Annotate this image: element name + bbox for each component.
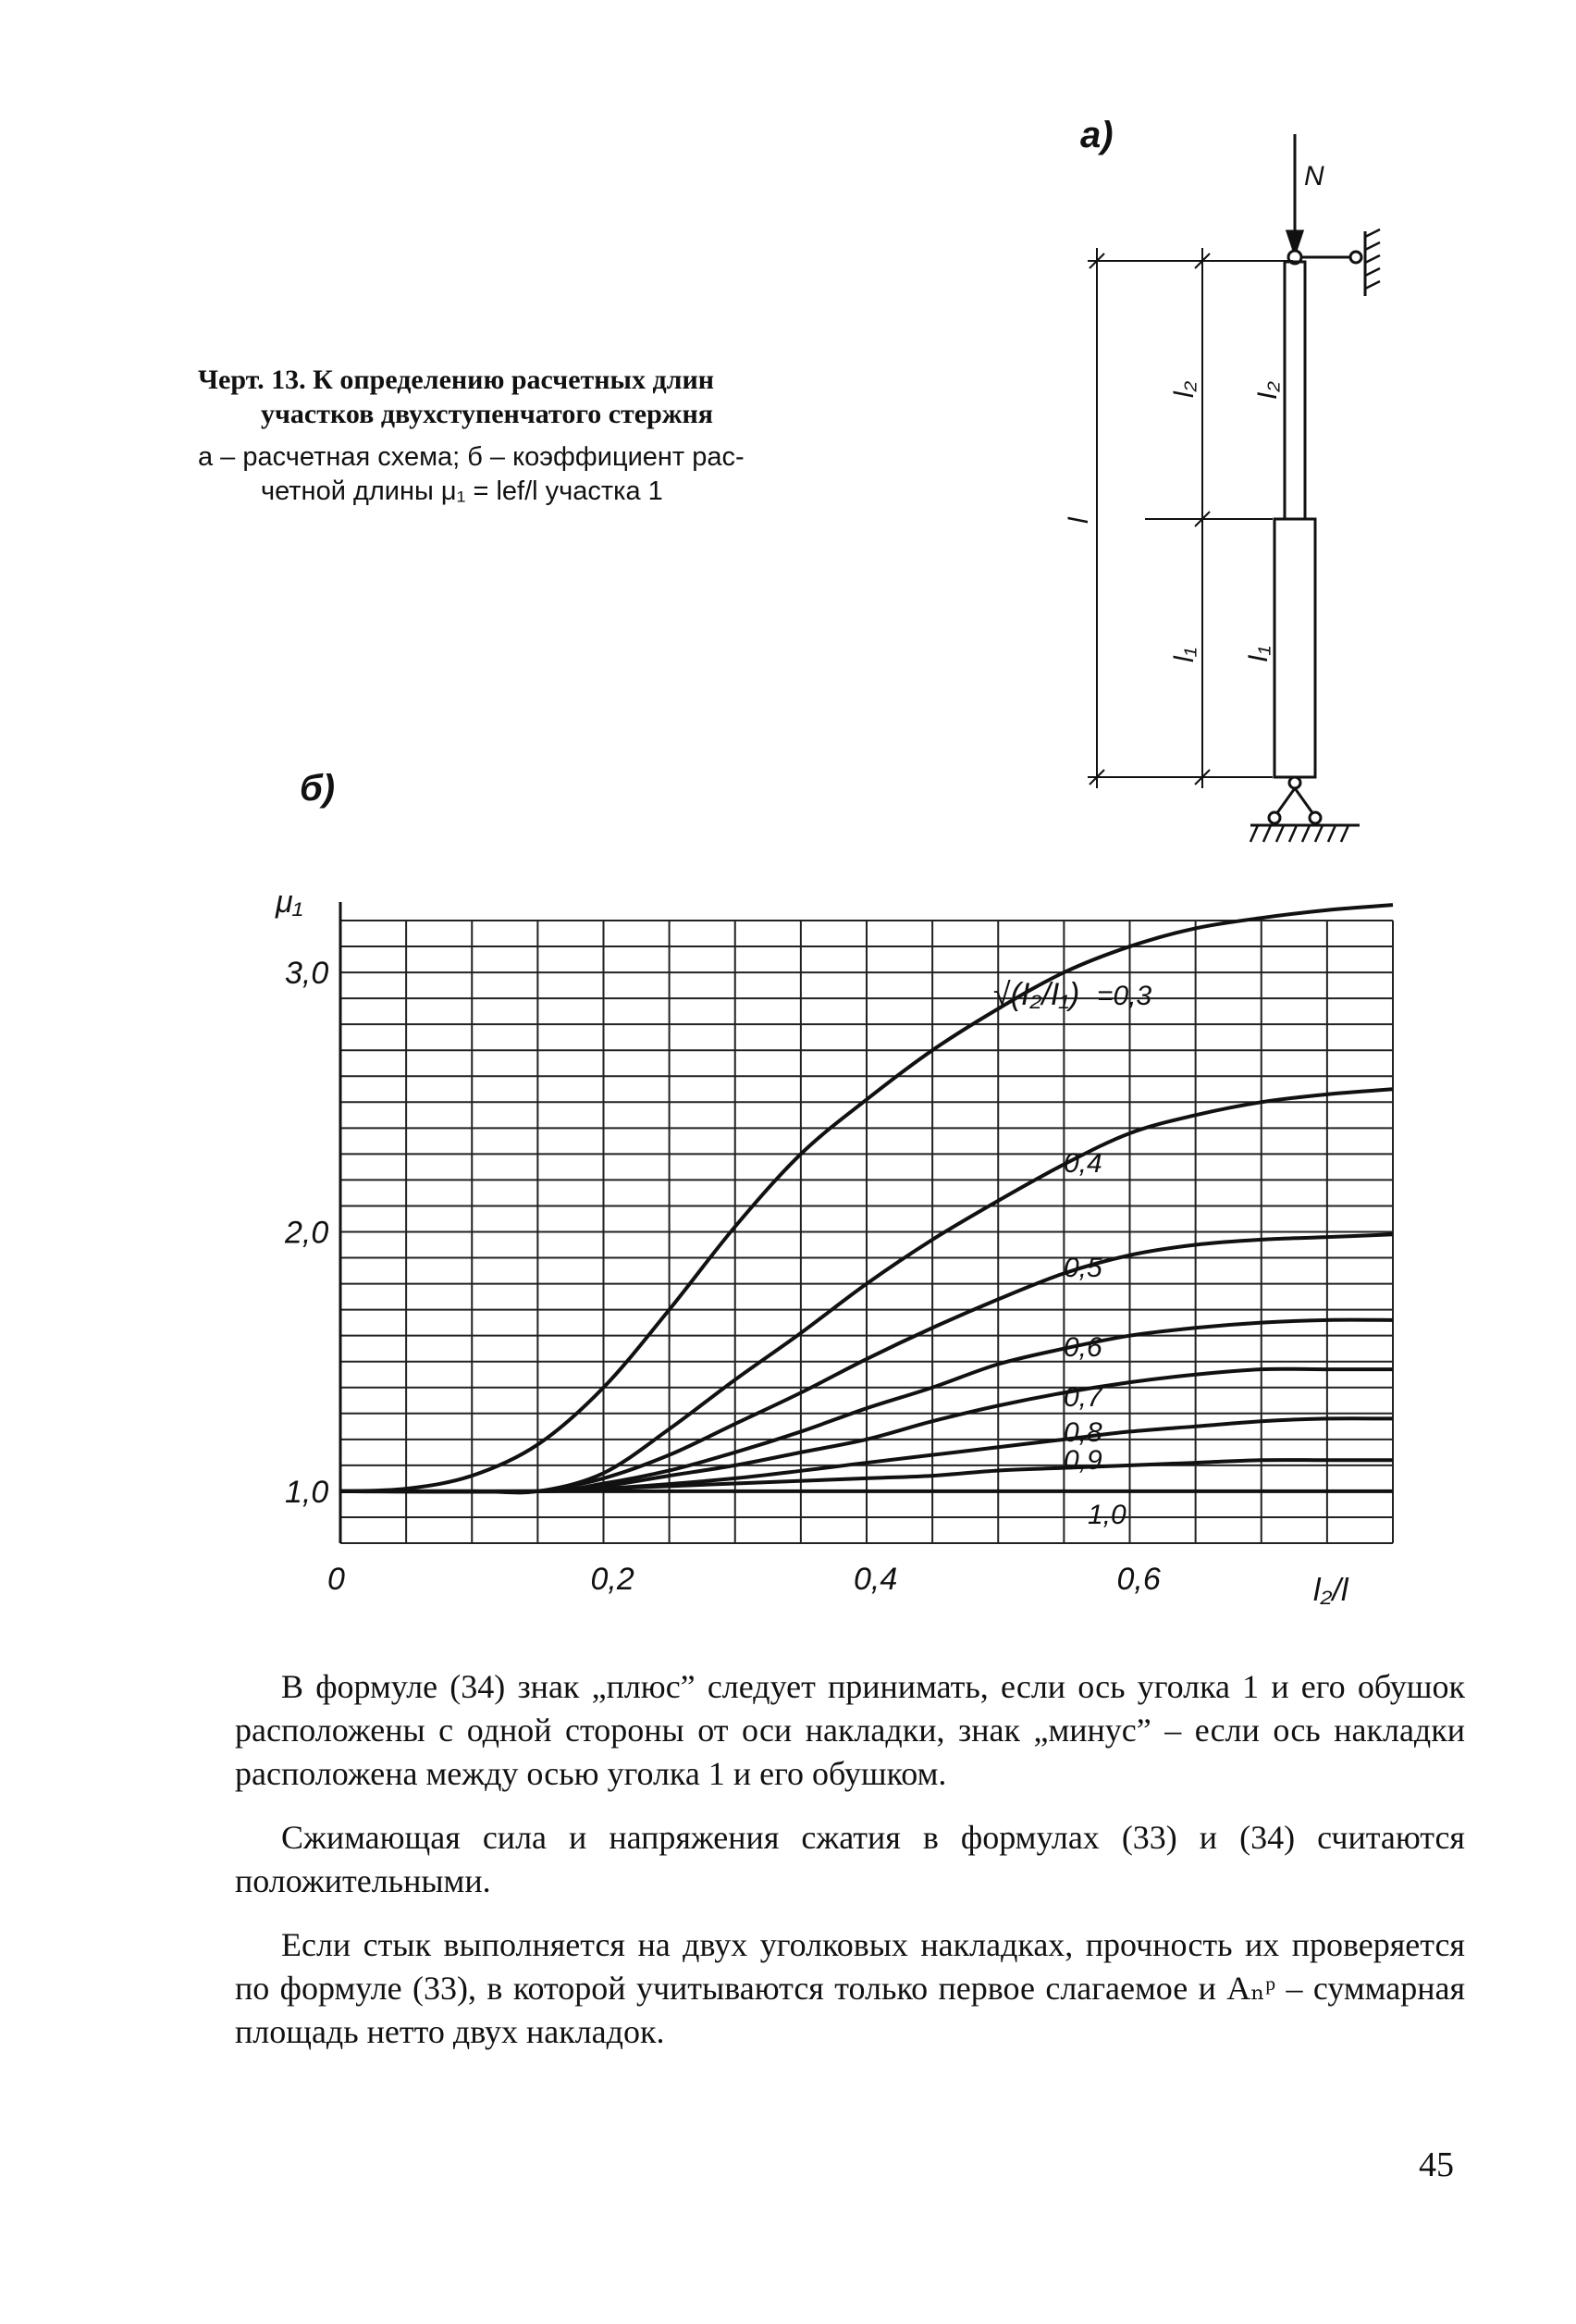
curve-label: 0,6 [1064, 1332, 1102, 1363]
segment1-inertia-label: I₁ [1243, 646, 1274, 662]
y-axis-label: μ₁ [276, 884, 303, 920]
segment2-length-label: l₂ [1169, 380, 1200, 398]
paragraph-1: В формуле (34) знак „плюс” следует принимать, если ось уголка 1 и его обушок расположены с одной стороны от оси накладки, знак „минус” – если ось накладки расположена между осью уголка 1 и его обушком. [235, 1668, 1465, 1792]
curve-label: 0,7 [1064, 1382, 1102, 1413]
caption-legend-line2: четной длины μ₁ = lef/l участка 1 [261, 476, 663, 506]
y-tick-label: 3,0 [285, 956, 329, 992]
caption-title-line1: Черт. 13. К определению расчетных длин [198, 365, 715, 395]
segment1-length-label: l₁ [1169, 647, 1200, 662]
x-tick-label: 0,6 [1116, 1562, 1161, 1597]
total-length-label: l [1064, 517, 1094, 524]
chart-curve-labels [1064, 981, 1152, 1530]
curve-label: =0,3 [1097, 981, 1152, 1011]
x-tick-label: 0,4 [854, 1562, 898, 1597]
panel-label-b: б) [300, 768, 336, 809]
x-axis-label: l₂/l [1313, 1573, 1348, 1608]
curve-label: 0,4 [1064, 1148, 1102, 1179]
curve-label: 1,0 [1088, 1500, 1127, 1530]
y-tick-label: 2,0 [285, 1215, 329, 1251]
curve-label: 0,5 [1064, 1253, 1102, 1283]
x-tick-label: 0,2 [590, 1562, 634, 1597]
force-label: N [1304, 161, 1324, 192]
chart-grid [340, 902, 1393, 1543]
curve-label: 0,9 [1064, 1445, 1102, 1476]
page-number: 45 [1419, 2145, 1454, 2184]
paragraph-2: Сжимающая сила и напряжения сжатия в формулах (33) и (34) считаются положительными. [235, 1819, 1465, 1899]
parameter-label: √(I₂/I₁) [993, 977, 1080, 1012]
segment2-inertia-label: I₂ [1252, 381, 1283, 400]
curve-label: 0,8 [1064, 1417, 1102, 1448]
body-text [235, 1665, 1465, 2074]
caption-title-line2: участков двухступенчатого стержня [261, 399, 714, 429]
caption-legend-line1: а – расчетная схема; б – коэффициент рас- [198, 442, 745, 472]
x-tick-label: 0 [327, 1562, 345, 1597]
chart-ticks [284, 956, 1161, 1597]
y-tick-label: 1,0 [285, 1474, 329, 1510]
panel-label-a: а) [1080, 115, 1114, 155]
paragraph-3: Если стык выполняется на двух уголковых накладках, прочность их проверяется по формуле (33), в которой учитываются только первое слагаемое и Aₙᵖ – суммарная площадь нетто двух накладок. [235, 1926, 1465, 2050]
